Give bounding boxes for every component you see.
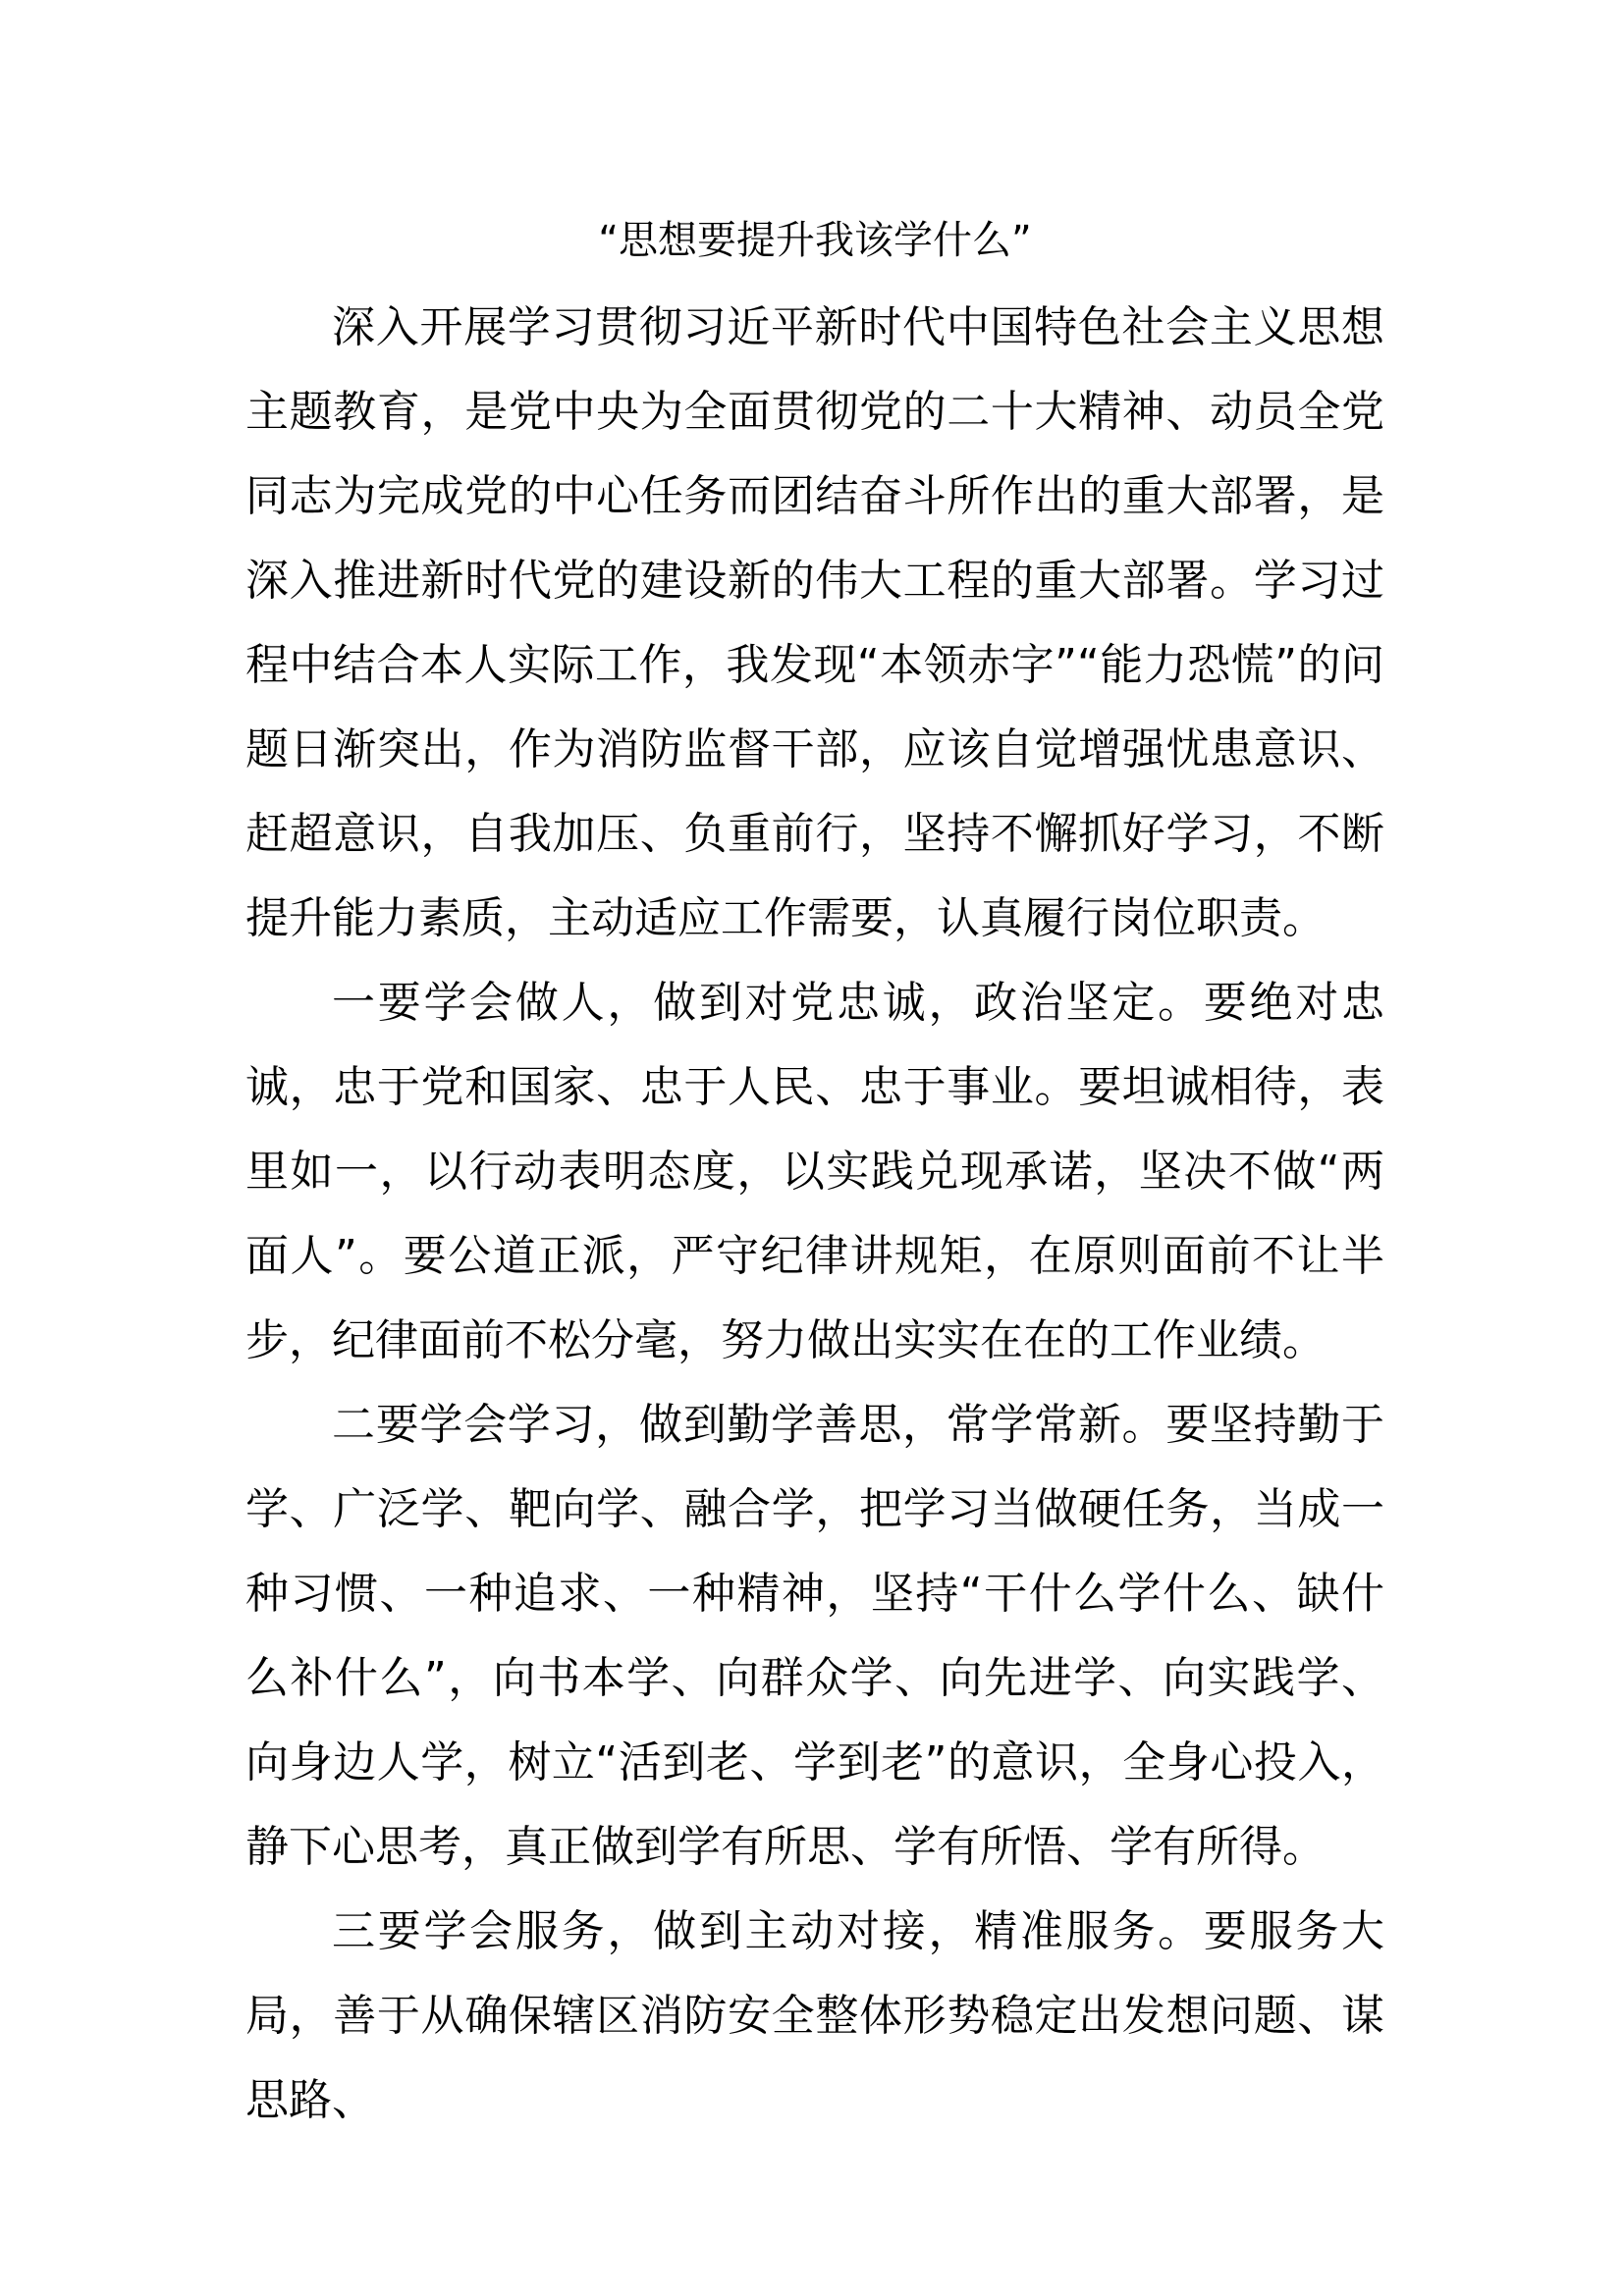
paragraph-learn-service: 三要学会服务，做到主动对接，精准服务。要服务大局，善于从确保辖区消防安全整体形势稳定出发想问题、谋思路、 xyxy=(245,1906,1384,2125)
paragraph-intro: 深入开展学习贯彻习近平新时代中国特色社会主义思想主题教育，是党中央为全面贯彻党的二十大精神、动员全党同志为完成党的中心任务而团结奋斗所作出的重大部署，是深入推进新时代党的建设新的伟大工程的重大部署。学习过程中结合本人实际工作，我发现“本领赤字”“能力恐慌”的问题日渐突出，作为消防监督干部，应该自觉增强忧患意识、赶超意识，自我加压、负重前行，坚持不懈抓好学习，不断提升能力素质，主动适应工作需要，认真履行岗位职责。 xyxy=(245,302,1384,943)
document-title: “思想要提升我该学什么” xyxy=(598,218,1032,263)
document-page xyxy=(245,211,1384,2143)
paragraph-learn-study: 二要学会学习，做到勤学善思，常学常新。要坚持勤于学、广泛学、靶向学、融合学，把学习当做硬任务，当成一种习惯、一种追求、一种精神，坚持“干什么学什么、缺什么补什么”，向书本学、向群众学、向先进学、向实践学、向身边人学，树立“活到老、学到老”的意识，全身心投入，静下心思考，真正做到学有所思、学有所悟、学有所得。 xyxy=(245,1400,1384,1872)
paragraph-learn-conduct: 一要学会做人，做到对党忠诚，政治坚定。要绝对忠诚，忠于党和国家、忠于人民、忠于事业。要坦诚相待，表里如一，以行动表明态度，以实践兑现承诺，坚决不做“两面人”。要公道正派，严守纪律讲规矩，在原则面前不让半步，纪律面前不松分毫，努力做出实实在在的工作业绩。 xyxy=(245,978,1384,1365)
